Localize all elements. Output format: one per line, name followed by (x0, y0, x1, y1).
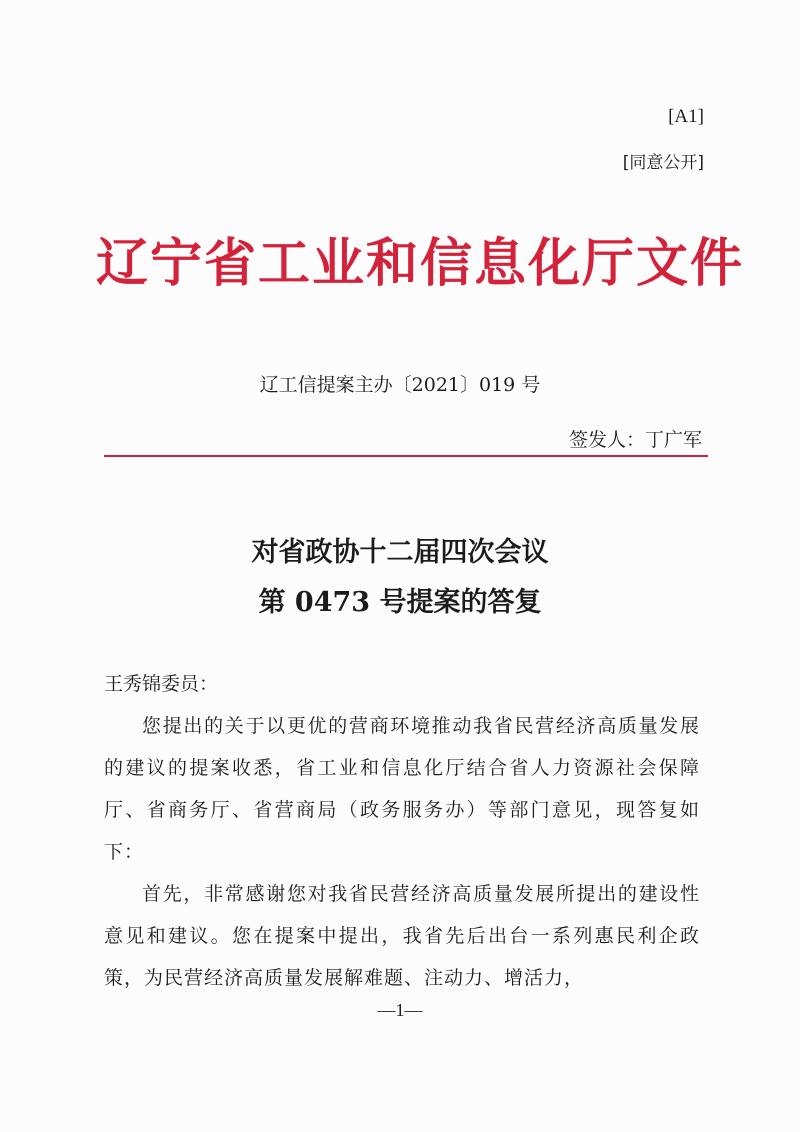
reply-title (0, 528, 800, 628)
disclosure-mark: [同意公开] (622, 153, 704, 173)
red-divider-line (104, 455, 708, 457)
reply-title-line-1: 对省政协十二届四次会议 (251, 537, 549, 568)
signer: 签发人：丁广军 (568, 429, 702, 451)
page-number: —1— (377, 1000, 423, 1020)
agency-title: 辽宁省工业和信息化厅文件 (96, 233, 745, 294)
body-text (104, 663, 700, 999)
body-paragraph-2: 首先，非常感谢您对我省民营经济高质量发展所提出的建设性意见和建议。您在提案中提出，我省先后出台一系列惠民利企政策，为民营经济高质量发展解难题、注动力、增活力， (104, 883, 700, 989)
document-number: 辽工信提案主办〔2021〕019 号 (259, 374, 541, 396)
reply-title-line-2: 第 0473 号提案的答复 (258, 587, 542, 618)
classification-mark: [A1] (668, 106, 704, 127)
salutation: 王秀锦委员： (104, 673, 219, 695)
body-paragraph-1: 您提出的关于以更优的营商环境推动我省民营经济高质量发展的建议的提案收悉，省工业和信息化厅结合省人力资源社会保障厅、省商务厅、省营商局（政务服务办）等部门意见，现答复如下： (104, 715, 700, 863)
